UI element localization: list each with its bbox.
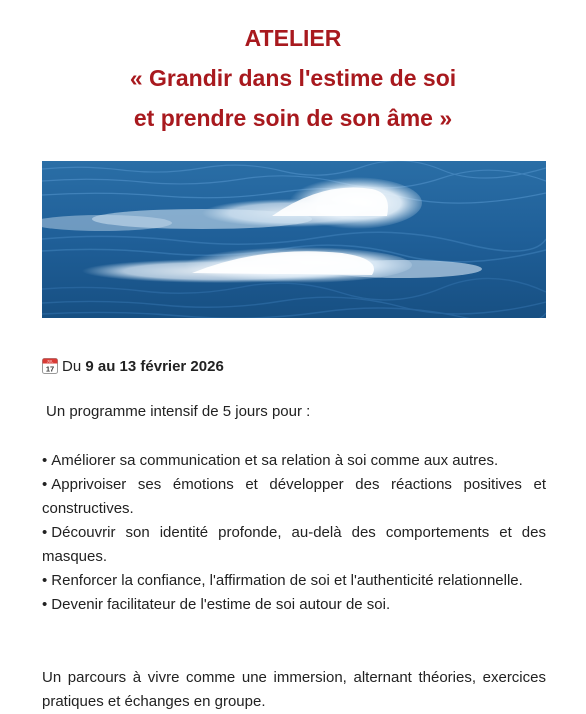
dates-range: 9 au 13 février 2026 <box>85 358 224 375</box>
list-item <box>42 521 546 569</box>
bullet-mark: • <box>42 572 48 589</box>
event-dates <box>42 355 546 379</box>
title-line-2: « Grandir dans l'estime de soi <box>129 65 457 91</box>
bullet-mark: • <box>42 476 48 493</box>
list-item <box>42 449 546 473</box>
title-line-3: et prendre soin de son âme » <box>133 105 453 131</box>
calendar-icon-month: JUL <box>46 359 54 364</box>
bullet-mark: • <box>42 524 48 541</box>
bullet-text: Devenir facilitateur de l'estime de soi autour de soi. <box>51 596 391 613</box>
program-bullet-list <box>42 449 546 617</box>
list-item <box>42 569 546 593</box>
program-intro: Un programme intensif de 5 jours pour : <box>46 403 311 420</box>
bullet-text: Découvrir son identité profonde, au-delà des comportements et des masques. <box>42 524 546 565</box>
bullet-mark: • <box>42 452 48 469</box>
bullet-text: Renforcer la confiance, l'affirmation de soi et l'authenticité relationnelle. <box>51 572 523 589</box>
outro-text: Un parcours à vivre comme une immersion, alternant théories, exercices pratiques et échanges en groupe. <box>42 669 546 710</box>
list-item <box>42 593 546 617</box>
title-line-atelier: ATELIER <box>244 25 342 51</box>
list-item <box>42 473 546 521</box>
program-outro <box>42 666 546 714</box>
bullet-text: Améliorer sa communication et sa relation à soi comme aux autres. <box>51 452 499 469</box>
bullet-mark: • <box>42 596 48 613</box>
bullet-text: Apprivoiser ses émotions et développer des réactions positives et constructives. <box>42 476 546 517</box>
hero-image-ocean-waves <box>42 161 546 318</box>
page-title <box>0 18 586 138</box>
calendar-icon-day: 17 <box>45 364 55 374</box>
calendar-icon <box>42 357 58 374</box>
dates-prefix: Du <box>62 358 82 375</box>
